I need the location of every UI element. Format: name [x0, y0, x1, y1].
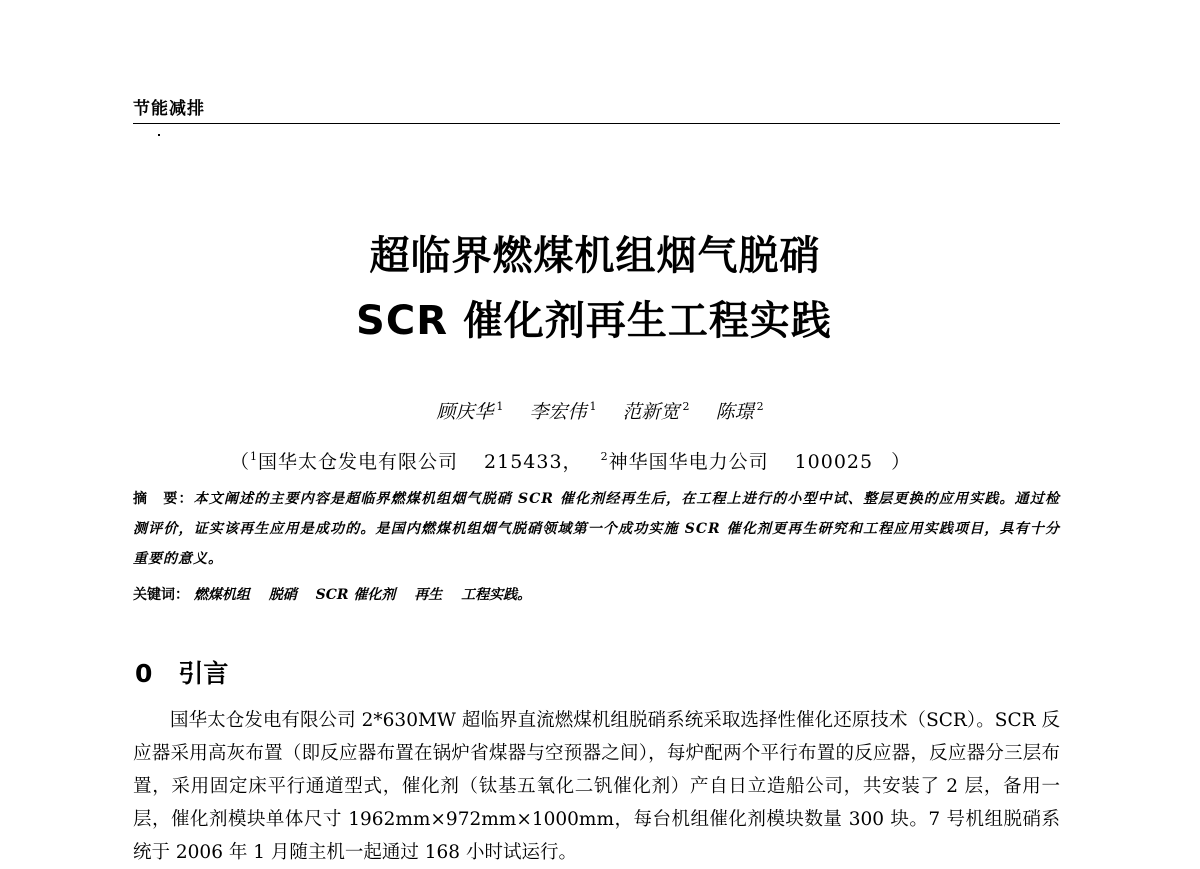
- author: 顾庆华 $^1$: [436, 400, 504, 423]
- section-number: 0: [135, 659, 153, 688]
- scan-speck: [158, 134, 160, 136]
- postal-code-1: 215433，: [484, 451, 583, 473]
- author: 范新宽 $^2$: [622, 400, 690, 423]
- keywords-label: 关键词：: [133, 587, 189, 603]
- paper-title-line-2: SCR 催化剂再生工程实践: [356, 298, 832, 344]
- keyword: 工程实践。: [461, 587, 532, 603]
- keywords: [133, 580, 1060, 610]
- author: 李宏伟 $^1$: [529, 400, 597, 423]
- affiliation-org-2: 神华国华电力公司: [608, 451, 769, 473]
- keyword: SCR 催化剂: [315, 587, 396, 603]
- abstract: [133, 484, 1060, 574]
- keyword: 再生: [414, 587, 443, 603]
- paper-title-line-1: 超临界燃煤机组烟气脱硝: [369, 233, 821, 279]
- section-title: 引言: [178, 659, 229, 688]
- abstract-text: 本文阐述的主要内容是超临界燃煤机组烟气脱硝 SCR 催化剂经再生后，在工程上进行的小型中试、整层更换的应用实践。通过检测评价，证实该再生应用是成功的。是国内燃煤机组烟气脱硝领域第一个成功实施 SCR 催化剂更再生研究和工程应用实践项目，具有十分重要的意义。: [133, 491, 1060, 567]
- postal-code-2: 100025: [794, 451, 874, 473]
- affiliation-org-1: 国华太仓发电有限公司: [258, 451, 459, 473]
- keyword: 燃煤机组: [193, 587, 250, 603]
- author: 陈璟 $^2$: [715, 400, 764, 423]
- keyword: 脱硝: [268, 587, 297, 603]
- running-header: 节能减排: [133, 99, 205, 119]
- section-heading: [135, 654, 228, 690]
- abstract-label: 摘 要：: [133, 491, 194, 507]
- affiliations: （$^1$国华太仓发电有限公司 215433， $^2$神华国华电力公司 100025 ）: [230, 450, 912, 473]
- author-list: [0, 397, 1200, 424]
- body-paragraph: 国华太仓发电有限公司 2*630MW 超临界直流燃煤机组脱硝系统采取选择性催化还原技术（SCR）。SCR 反应器采用高灰布置（即反应器布置在锅炉省煤器与空预器之间），每炉配两个平行布置的反应器，反应器分三层布置，采用固定床平行通道型式，催化剂（钛基五氧化二钒催化剂）产自日立造船公司，共安装了 2 层，备用一层，催化剂模块单体尺寸 1962mm×972mm×1000mm，每台机组催化剂模块数量 300 块。7 号机组脱硝系统于 2006 年 1 月随主机一起通过 168 小时试运行。: [133, 710, 1060, 863]
- header-rule: [133, 123, 1060, 124]
